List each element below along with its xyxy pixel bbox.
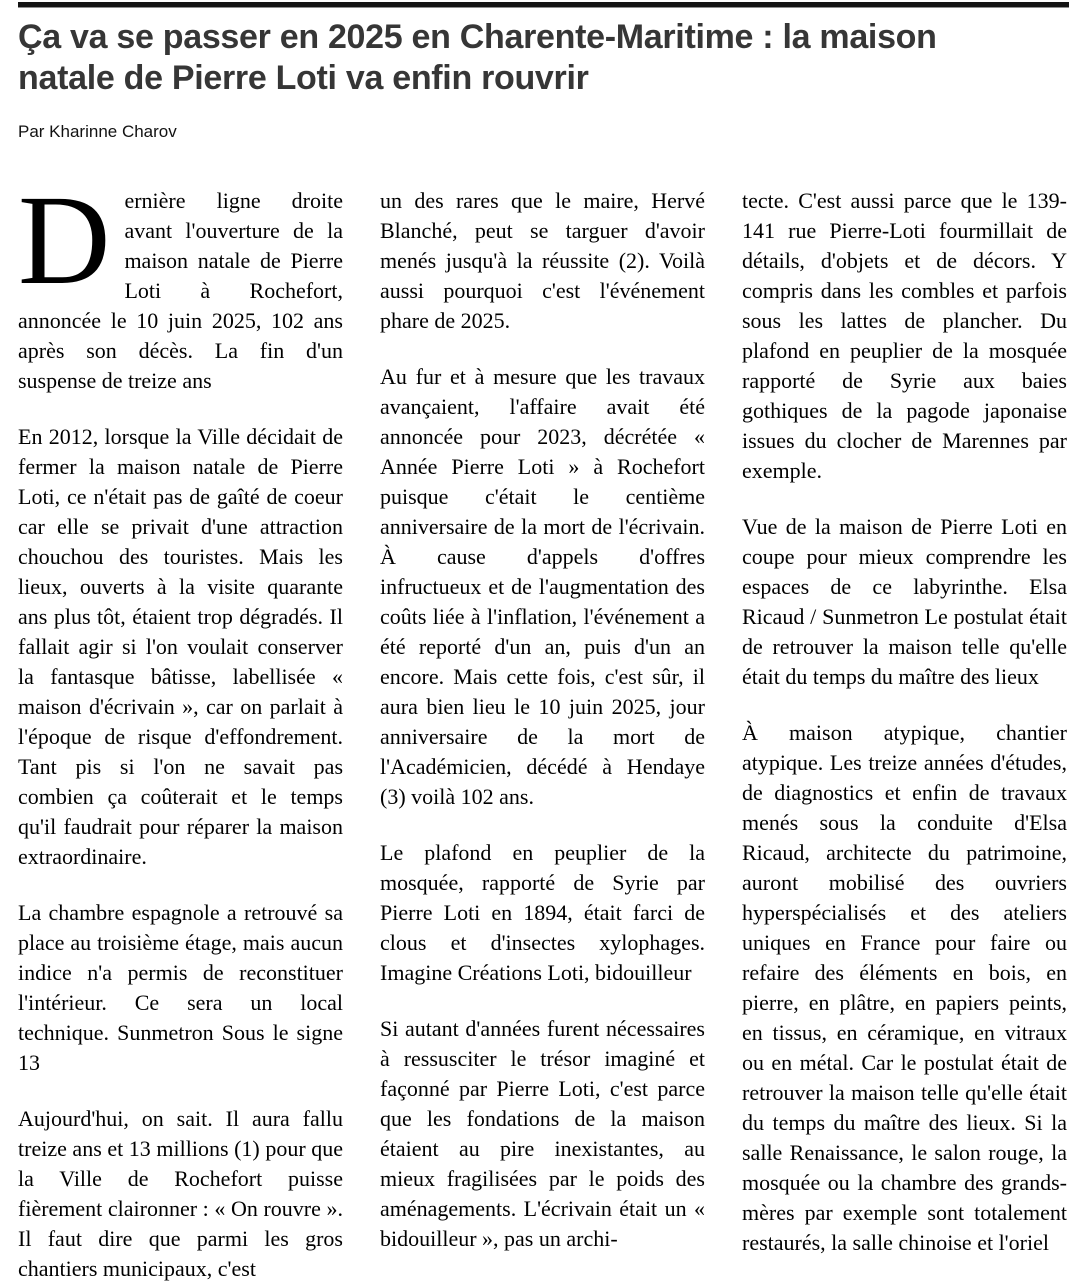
page-title: Ça va se passer en 2025 en Charente-Maritime : la maison natale de Pierre Loti va enfin rouvrir bbox=[18, 18, 937, 98]
article-column-3 bbox=[742, 186, 1067, 1258]
article-paragraph: Aujourd'hui, on sait. Il aura fallu treize ans et 13 millions (1) pour que la Ville de Rochefort puisse fièrement claironner : « On rouvre ». Il faut dire que parmi les gros chantiers municipaux, c'est bbox=[18, 1105, 343, 1281]
article-paragraph: Le plafond en peuplier de la mosquée, rapporté de Syrie par Pierre Loti en 1894, était farci de clous et d'insectes xylophages. Imagine Créations Loti, bidouilleur bbox=[380, 839, 705, 985]
article-page bbox=[0, 2, 1085, 1281]
article-column-1 bbox=[18, 168, 343, 1284]
article-paragraph: Au fur et à mesure que les travaux avançaient, l'affaire avait été annoncée pour 2023, décrétée « Année Pierre Loti » à Rochefort puisque c'était le centième anniversaire de la mort de l'écrivain. À cause d'appels d'offres infructueux et de l'augmentation des coûts liée à l'inflation, l'événement a été reporté d'un an, puis d'un an encore. Mais cette fois, c'est sûr, il aura bien lieu le 10 juin 2025, jour anniversaire de la mort de l'Académicien, décédé à Hendaye (3) voilà 102 ans. bbox=[380, 363, 705, 809]
page-container bbox=[0, 2, 1085, 1284]
article-body bbox=[18, 168, 1069, 1284]
article-column-2 bbox=[380, 186, 705, 1254]
article-lead-paragraph: Dernière ligne droite avant l'ouverture de la maison natale de Pierre Loti à Rochefort, annoncée le 10 juin 2025, 102 ans après son décès. La fin d'un suspense de treize ans bbox=[18, 168, 343, 393]
article-paragraph: tecte. C'est aussi parce que le 139-141 rue Pierre-Loti fourmillait de détails, d'objets et de décors. Y compris dans les combles et parfois sous les lattes de plancher. Du plafond en peuplier de la mosquée rapporté de Syrie aux baies gothiques de la pagode japonaise issues du clocher de Marennes par exemple. bbox=[742, 187, 1067, 483]
article-paragraph: La chambre espagnole a retrouvé sa place au troisième étage, mais aucun indice n'a permis de reconstituer l'intérieur. Ce sera un local technique. Sunmetron Sous le signe 13 bbox=[18, 899, 343, 1075]
article-paragraph: À maison atypique, chantier atypique. Les treize années d'études, de diagnostics et enfin de travaux menés sous la conduite d'Elsa Ricaud, architecte du patrimoine, auront mobilisé des ouvriers hyperspécialisés et des ateliers uniques en France pour faire ou refaire des éléments en bois, en pierre, en plâtre, en papiers peints, en tissus, en céramique, en vitraux ou en métal. Car le postulat était de retrouver la maison telle qu'elle était du temps du maître des lieux. Si la salle Renaissance, le salon rouge, la mosquée ou la chambre des grands-mères par exemple sont totalement restaurés, la salle chinoise et l'oriel bbox=[742, 719, 1067, 1255]
article-paragraph: En 2012, lorsque la Ville décidait de fermer la maison natale de Pierre Loti, ce n'était pas de gaîté de coeur car elle se privait d'une attraction chouchou des touristes. Mais les lieux, ouverts à la visite quarante ans plus tôt, étaient trop dégradés. Il fallait agir si l'on voulait conserver la fantasque bâtisse, labellisée « maison d'écrivain », car on parlait à l'époque de risque d'effondrement. Tant pis si l'on ne savait pas combien ça coûterait et le temps qu'il faudrait pour réparer la maison extraordinaire. bbox=[18, 423, 343, 869]
byline: Par Kharinne Charov bbox=[18, 121, 177, 141]
article-paragraph: Vue de la maison de Pierre Loti en coupe pour mieux comprendre les espaces de ce labyrinthe. Elsa Ricaud / Sunmetron Le postulat était de retrouver la maison telle qu'elle était du temps du maître des lieux bbox=[742, 513, 1067, 689]
top-divider bbox=[18, 2, 1069, 8]
article-paragraph: un des rares que le maire, Hervé Blanché, peut se targuer d'avoir menés jusqu'à la réussite (2). Voilà aussi pourquoi c'est l'événement phare de 2025. bbox=[380, 187, 705, 333]
article-paragraph: Si autant d'années furent nécessaires à ressusciter le trésor imaginé et façonné par Pierre Loti, c'est parce que les fondations de la maison étaient au pire inexistantes, au mieux fragilisées par le poids des aménagements. L'écrivain était un « bidouilleur », pas un archi- bbox=[380, 1015, 705, 1251]
